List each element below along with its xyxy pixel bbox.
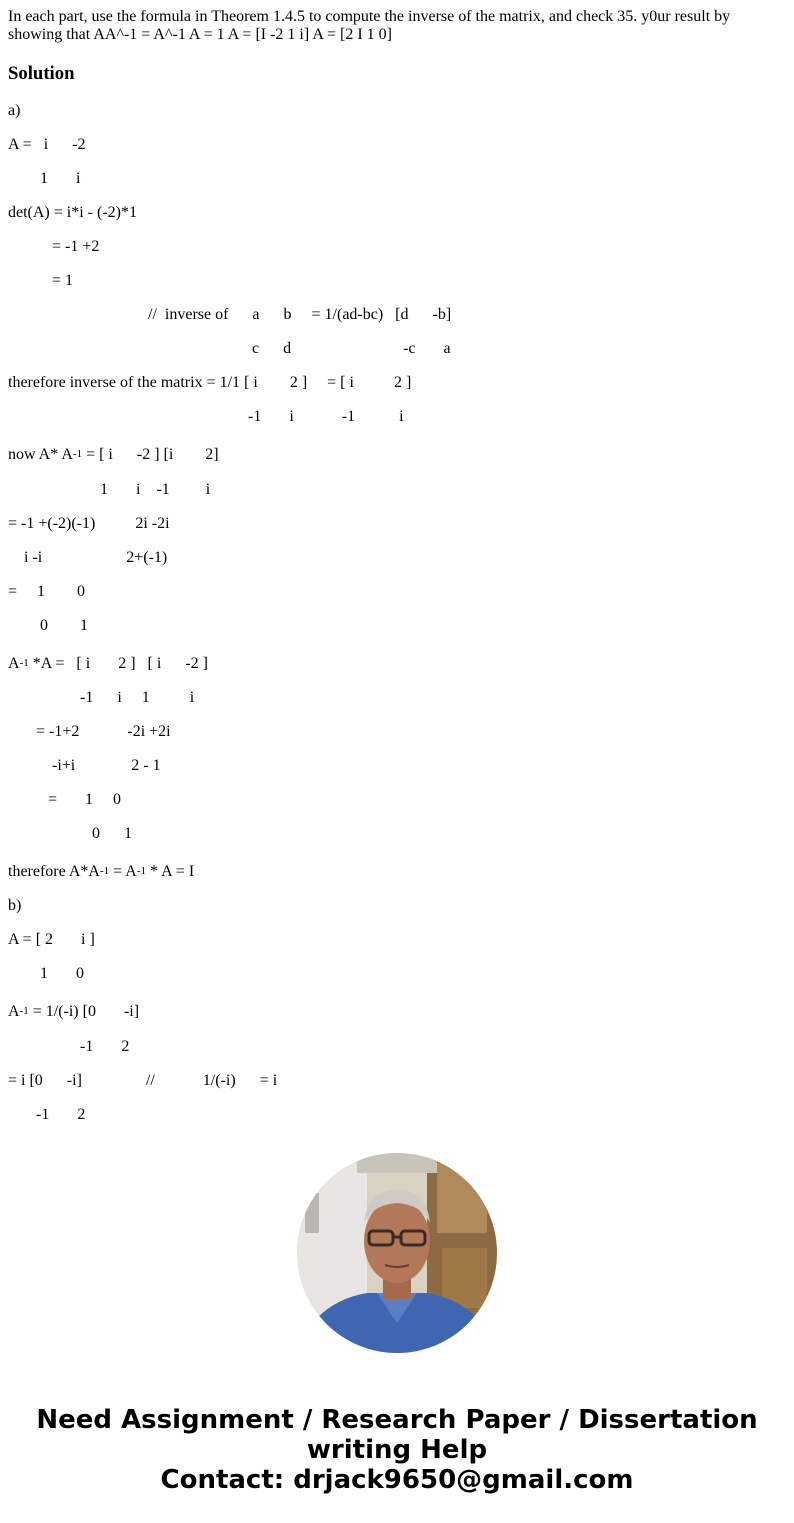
author-portrait-image: [297, 1153, 497, 1353]
product-ainv-a-row2: -1 i 1 i: [80, 689, 195, 706]
product2-step-row2: -i+i 2 - 1: [52, 757, 161, 774]
product2-step-row1: = -1+2 -2i +2i: [36, 723, 171, 740]
inverse-b-row2: -1 2: [80, 1038, 130, 1055]
product-step-row1: = -1 +(-2)(-1) 2i -2i: [8, 515, 170, 532]
exponent: -1: [19, 657, 29, 669]
product-result-row2: 0 1: [40, 617, 88, 634]
inverse-row1: therefore inverse of the matrix = 1/1 [ i 2 ] = [ i 2 ]: [8, 374, 412, 391]
inverse-b-label: A: [8, 1003, 20, 1020]
exponent: -1: [99, 865, 110, 877]
promo-contact: Contact: drjack9650@gmail.com: [160, 1465, 634, 1495]
author-photo: [297, 1153, 497, 1353]
conclusion-text: = A: [109, 863, 137, 880]
det-result: = 1: [52, 272, 74, 289]
part-a-label: a): [8, 102, 21, 119]
inverse-row2: -1 i -1 i: [248, 408, 404, 425]
matrix-b-row2: 1 0: [40, 965, 84, 982]
inverse-b-step-row1: = i [0 -i] // 1/(-i) = i: [8, 1072, 278, 1089]
matrix-b-row1: A = [ 2 i ]: [8, 931, 95, 948]
conclusion-a: [8, 863, 194, 881]
conclusion-text: * A = I: [146, 863, 195, 880]
exponent: -1: [72, 448, 83, 460]
product-matrices: *A = [ i 2 ] [ i -2 ]: [28, 655, 208, 672]
inverse-b-row1: [8, 1003, 139, 1021]
part-b-label: b): [8, 897, 22, 914]
conclusion-text: therefore A*A: [8, 863, 100, 880]
product2-result-row1: = 1 0: [48, 791, 122, 808]
solution-heading: Solution: [8, 63, 75, 84]
matrix-a-row1: A = i -2: [8, 136, 86, 153]
question-text: In each part, use the formula in Theorem 1.4.5 to compute the inverse of the matrix, and check 35. y0ur result by showing that AA^-1 = A^-1 A = 1 A = [I -2 1 i] A = [2 I 1 0]: [8, 8, 731, 43]
product-label: A: [8, 655, 20, 672]
exponent: -1: [136, 865, 147, 877]
inverse-formula-row2: c d -c a: [252, 340, 451, 357]
product-a-ainv-row1: [8, 446, 219, 464]
promo-line-1: Need Assignment / Research Paper / Dissertation: [36, 1405, 758, 1435]
product-matrices: = [ i -2 ] [i 2]: [82, 446, 219, 463]
det-step: = -1 +2: [52, 238, 100, 255]
product-label: now A* A: [8, 446, 73, 463]
product-result-row1: = 1 0: [8, 583, 86, 600]
inverse-formula-row1: // inverse of a b = 1/(ad-bc) [d -b]: [148, 306, 452, 323]
promo-line-2: writing Help: [306, 1435, 488, 1465]
product-step-row2: i -i 2+(-1): [24, 549, 168, 566]
exponent: -1: [19, 1005, 29, 1017]
product-a-ainv-row2: 1 i -1 i: [100, 481, 211, 498]
inverse-b-formula: = 1/(-i) [0 -i]: [28, 1003, 140, 1020]
product-ainv-a-row1: [8, 655, 208, 673]
matrix-a-row2: 1 i: [40, 170, 81, 187]
det-line: det(A) = i*i - (-2)*1: [8, 204, 137, 221]
product2-result-row2: 0 1: [92, 825, 132, 842]
inverse-b-step-row2: -1 2: [36, 1106, 86, 1123]
